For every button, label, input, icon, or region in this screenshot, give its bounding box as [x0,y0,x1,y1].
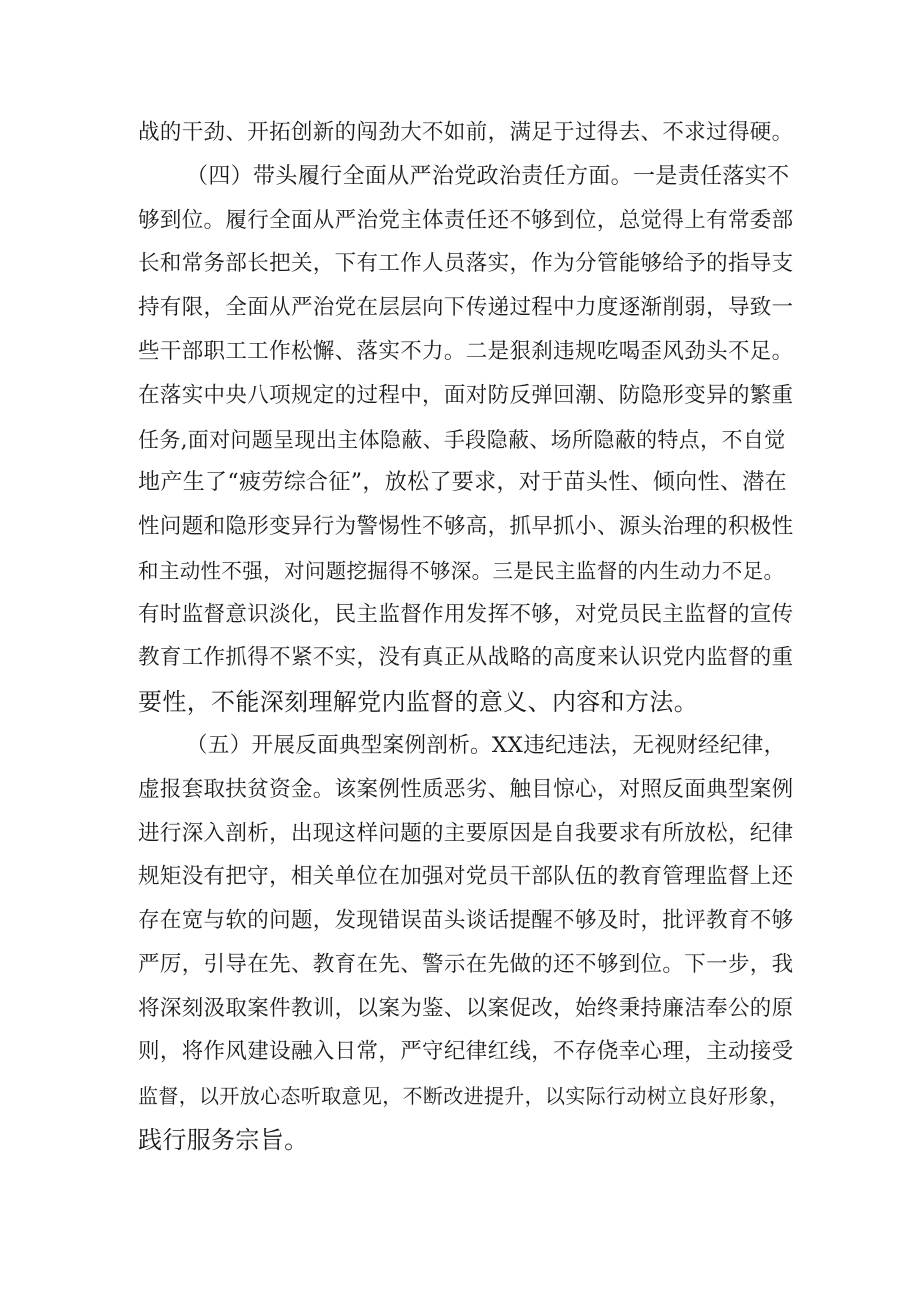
text-line: 监督，以开放心态听取意见，不断改进提升，以实际行动树立良好形象， [138,1084,790,1108]
text-line: 些干部职工工作松懈、落实不力。二是狠刹违规吃喝歪风劲头不足。 [138,339,794,364]
text-line: 严厉，引导在先、教育在先、警示在先做的还不够到位。下一步，我 [138,952,794,977]
text-line: 和主动性不强，对问题挖掘得不够深。三是民主监督的内生动力不足。 [138,559,785,583]
text-line: 虚报套取扶贫资金。该案例性质恶劣、触目惊心，对照反面典型案例 [138,777,794,802]
text-line: 存在宽与软的问题，发现错误苗头谈话提醒不够及时，批评教育不够 [138,908,794,933]
text-line: 地产生了“疲劳综合征”，放松了要求，对于苗头性、倾向性、潜在 [138,470,787,495]
text-line: 性问题和隐形变异行为警惕性不够高，抓早抓小、源头治理的积极性 [138,514,794,539]
text-line: 要性，不能深刻理解党内监督的意义、内容和方法。 [138,688,699,716]
section-heading-line: （五）开展反面典型案例剖析。XX违纪违法，无视财经纪律， [186,733,786,758]
text-line: 够到位。履行全面从严治党主体责任还不够到位，总觉得上有常委部 [138,208,794,233]
text-line: 在落实中央八项规定的过程中，面对防反弹回潮、防隐形变异的繁重 [138,383,794,408]
text-line: 战的干劲、开拓创新的闯劲大不如前，满足于过得去、不求过得硬。 [138,120,794,145]
text-line: 有时监督意识淡化，民主监督作用发挥不够，对党员民主监督的宣传 [138,602,794,627]
text-line: 则，将作风建设融入日常，严守纪律红线，不存侥幸心理，主动接受 [138,1039,794,1064]
text-line: 践行服务宗旨。 [138,1126,309,1154]
text-line: 教育工作抓得不紧不实，没有真正从战略的高度来认识党内监督的重 [138,645,794,670]
section-heading-line: （四）带头履行全面从严治党政治责任方面。一是责任落实不 [186,164,790,189]
text-line: 将深刻汲取案件教训，以案为鉴、以案促改，始终秉持廉洁奉公的原 [138,996,794,1021]
text-line: 持有限，全面从严治党在层层向下传递过程中力度逐渐削弱，导致一 [138,295,794,320]
text-line: 进行深入剖析，出现这样问题的主要原因是自我要求有所放松，纪律 [138,821,794,846]
text-line: 长和常务部长把关，下有工作人员落实，作为分管能够给予的指导支 [138,251,794,276]
text-line: 任务,面对问题呈现出主体隐蔽、手段隐蔽、场所隐蔽的特点，不自觉 [138,428,786,452]
text-line: 规矩没有把守，相关单位在加强对党员干部队伍的教育管理监督上还 [138,864,794,889]
